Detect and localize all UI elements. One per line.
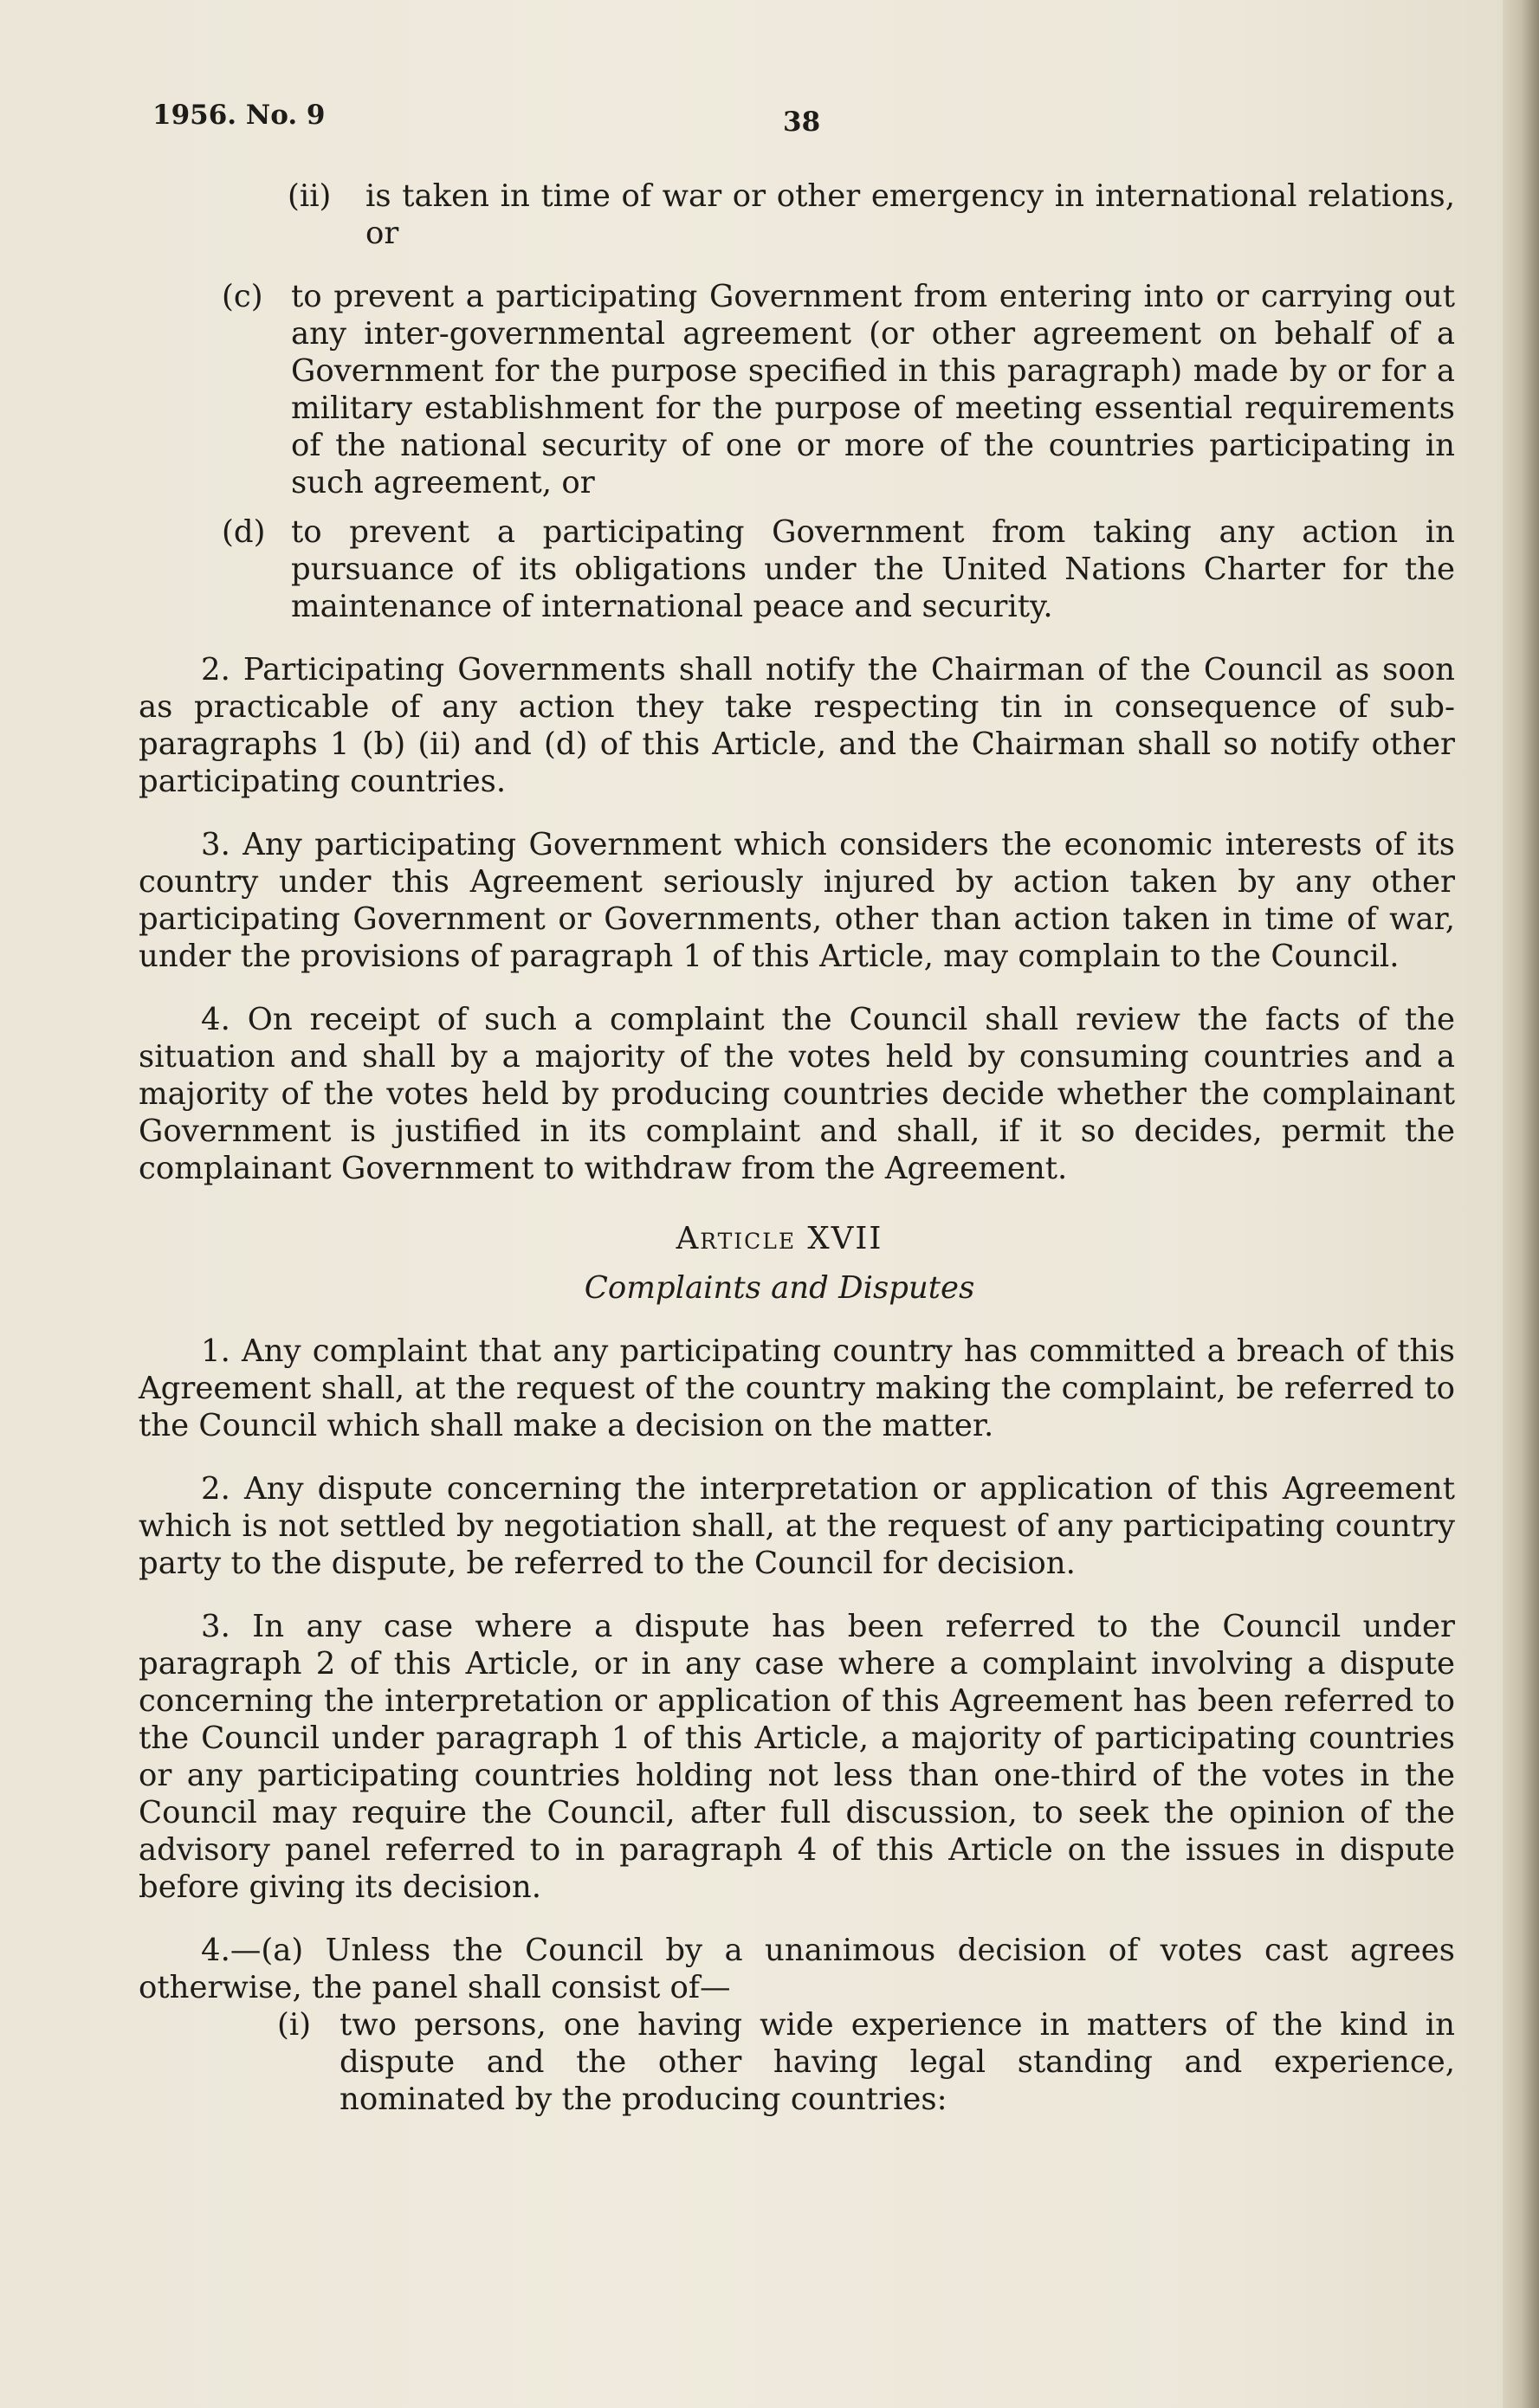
article-paragraph-3: 3. In any case where a dispute has been referred to the Council under paragraph 2 of this Article, or in any case where a complaint involving a dispute concerning the interpretation or application of this Agreement has been referred to the Council under paragraph 1 of this Article, a majority of participating countries or any participating countries holding not less than one-third of the votes in the Council may require the Council, after full discussion, to seek the opinion of the advisory panel referred to in paragraph 4 of this Article on the issues in dispute before giving its decision. (139, 1609, 1455, 1905)
article-paragraph-1: 1. Any complaint that any participating country has committed a breach of this Agreement shall, at the request of the country making the complaint, be referred to the Council which shall make a decision on the matter. (139, 1333, 1455, 1443)
clause-text: to prevent a participating Government from taking any action in pursuance of its obligations under the United Nations Charter for the maintenance of international peace and security. (291, 514, 1455, 624)
act-reference: 1956. No. 9 (152, 100, 326, 131)
paragraph-3: 3. Any participating Government which considers the economic interests of its country under this Agreement seriously injured by action taken by any other participating Government or Governments, other than action taken in time of war, under the provisions of paragraph 1 of this Article, may complain to the Council. (139, 827, 1455, 974)
clause-marker: (ii) (288, 178, 332, 214)
page-header (152, 100, 1452, 143)
paragraph-2: 2. Participating Governments shall notify the Chairman of the Council as soon as practicable of any action they take respecting tin in consequence of sub-paragraphs 1 (b) (ii) and (d) of this Article, and the Chairman shall so notify other participating countries. (139, 652, 1455, 799)
document-body (139, 178, 1455, 2118)
clause-ii (139, 178, 1455, 252)
clause-marker: (d) (222, 514, 266, 550)
clause-text: two persons, one having wide experience in matters of the kind in dispute and the other having legal standing and experience, nominated by the producing countries: (339, 2007, 1455, 2117)
clause-text: to prevent a participating Government from entering into or carrying out any inter-governmental agreement (or other agreement on behalf of a Government for the purpose specified in this paragraph) made by or for a military establishment for the purpose of meeting essential requirements of the national security of one or more of the countries participating in such agreement, or (291, 279, 1455, 500)
clause-d (139, 513, 1455, 625)
clause-marker: (i) (277, 2007, 312, 2043)
clause-c (139, 278, 1455, 501)
clause-text: is taken in time of war or other emergency in international relations, or (365, 178, 1455, 251)
clause-marker: (c) (222, 279, 263, 314)
article-title: Complaints and Disputes (584, 1270, 975, 1306)
clause-i (139, 2006, 1455, 2118)
page-number: 38 (783, 107, 821, 138)
article-paragraph-2: 2. Any dispute concerning the interpretation or application of this Agreement which is not settled by negotiation shall, at the request of any participating country party to the dispute, be referred to the Council for decision. (139, 1471, 1455, 1581)
paragraph-4: 4. On receipt of such a complaint the Council shall review the facts of the situation and shall by a majority of the votes held by consuming countries and a majority of the votes held by producing countries decide whether the complainant Government is justified in its complaint and shall, if it so decides, permit the complainant Government to withdraw from the Agreement. (139, 1002, 1455, 1186)
book-spine-edge (1503, 0, 1539, 2408)
article-paragraph-4a: 4.—(a) Unless the Council by a unanimous decision of votes cast agrees otherwise, the panel shall consist of— (139, 1933, 1455, 2005)
article-heading: Article XVII (676, 1221, 883, 1256)
